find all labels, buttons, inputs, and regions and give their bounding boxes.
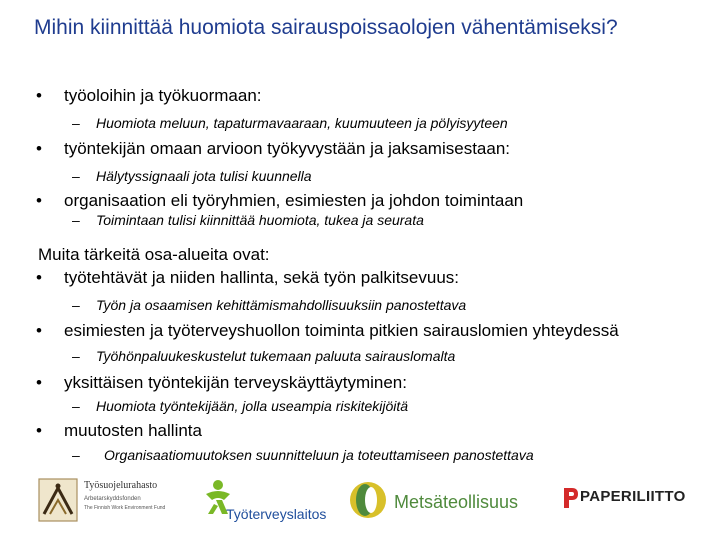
sub-item [36, 115, 706, 132]
sub-text: Toimintaan tulisi kiinnittää huomiota, tukea ja seurata [96, 212, 424, 228]
section-intro: Muita tärkeitä osa-alueita ovat: [38, 245, 270, 264]
tsr-name: Työsuojelurahasto [84, 480, 158, 491]
sub-text: Hälytyssignaali jota tulisi kuunnella [96, 168, 312, 184]
bullet-mark: • [36, 139, 42, 158]
bullet-mark: • [36, 373, 42, 392]
bullet-mark: • [36, 268, 42, 287]
metsa-name: Metsäteollisuus [394, 492, 519, 512]
tsr-emblem-icon [38, 478, 78, 522]
bullet-text: työntekijän omaan arvioon työkyvystään ja jaksamisestaan: [64, 139, 511, 158]
bullet-text: muutosten hallinta [64, 421, 202, 440]
dash-mark: – [72, 212, 80, 228]
bullet-mark: • [36, 86, 42, 105]
dash-mark: – [72, 398, 80, 414]
dash-mark: – [72, 348, 80, 364]
bullet-mark: • [36, 321, 42, 340]
dash-mark: – [72, 297, 80, 313]
sub-item [36, 398, 706, 415]
bullet-item [36, 373, 706, 393]
paperi-p-icon [562, 486, 580, 510]
slide-content [36, 86, 706, 464]
paperi-name: PAPERILIITTO [580, 488, 686, 505]
bullet-item [36, 86, 706, 106]
metsa-emblem-icon [348, 480, 388, 520]
bullet-text: organisaation eli työryhmien, esimiesten ja johdon toimintaan [64, 191, 524, 210]
sub-text: Organisaatiomuutoksen suunnitteluun ja toteuttamiseen panostettava [104, 447, 534, 463]
ttl-name: Työterveyslaitos [226, 506, 327, 522]
sub-item [36, 348, 706, 365]
sub-item [36, 168, 706, 185]
bullet-item [36, 421, 706, 441]
tsr-sub2: The Finnish Work Environment Fund [84, 505, 166, 511]
sub-text: Työhönpaluukeskustelut tukemaan paluuta sairauslomalta [96, 348, 456, 364]
tsr-logo [38, 478, 178, 524]
paperi-logo [562, 484, 702, 514]
sub-text: Huomiota työntekijään, jolla useampia riskitekijöitä [96, 398, 409, 414]
bullet-item [36, 322, 649, 340]
dash-mark: – [72, 447, 80, 463]
ttl-logo [200, 478, 350, 528]
bullet-item [36, 139, 706, 159]
bullet-mark: • [36, 421, 42, 440]
bullet-mark: • [36, 191, 42, 210]
tsr-sub1: Arbetarskyddsfonden [84, 496, 141, 502]
sub-text: Työn ja osaamisen kehittämismahdollisuuksiin panostettava [96, 297, 467, 313]
bullet-text: yksittäisen työntekijän terveyskäyttäytyminen: [64, 373, 407, 392]
bullet-text: esimiesten ja työterveyshuollon toiminta pitkien sairauslomien yhteydessä [64, 321, 619, 340]
sub-item [36, 447, 706, 464]
logo-strip [30, 470, 700, 530]
dash-mark: – [72, 115, 80, 131]
bullet-text: työoloihin ja työkuormaan: [64, 86, 262, 105]
dash-mark: – [72, 168, 80, 184]
bullet-item [36, 268, 706, 288]
bullet-text: työtehtävät ja niiden hallinta, sekä työn palkitsevuus: [64, 268, 460, 287]
sub-item [36, 212, 706, 229]
slide-title: Mihin kiinnittää huomiota sairauspoissaolojen vähentämiseksi? [34, 16, 618, 39]
bullet-item [36, 191, 706, 211]
metsa-logo [348, 480, 558, 526]
sub-text: Huomiota meluun, tapaturmavaaraan, kuumuuteen ja pölyisyyteen [96, 115, 508, 131]
sub-item [36, 297, 706, 314]
